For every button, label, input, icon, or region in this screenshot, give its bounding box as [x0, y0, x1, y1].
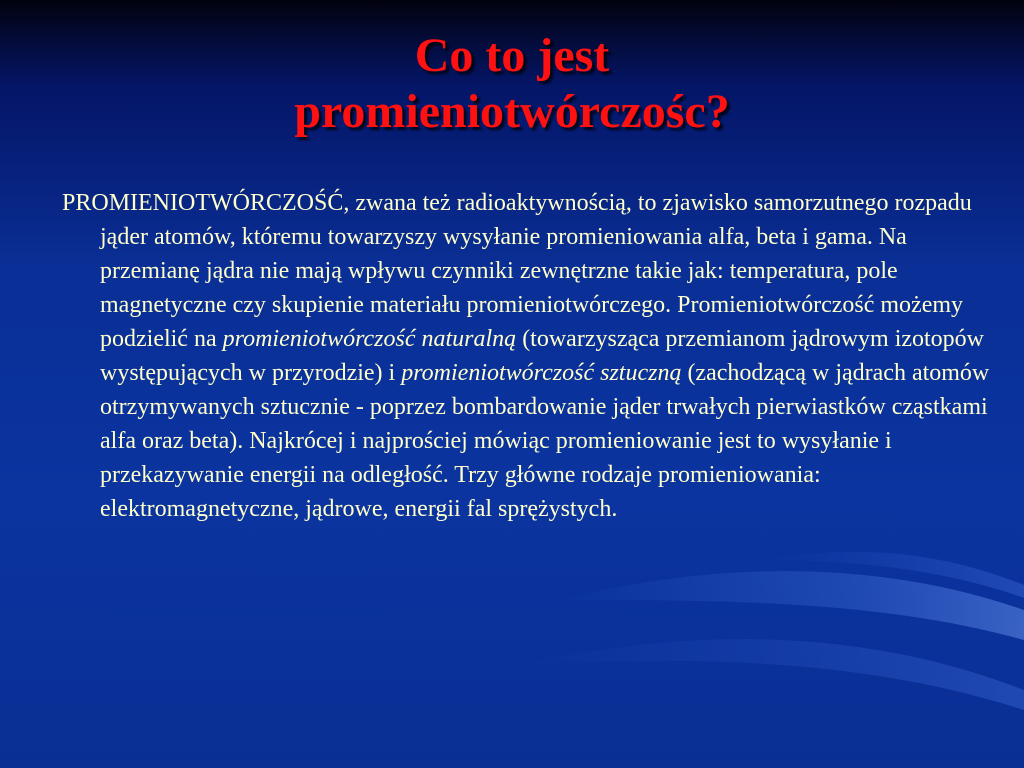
slide-title	[112, 28, 912, 140]
slide-body-paragraph	[62, 186, 1010, 526]
paragraph-italic-natural: promieniotwórczość naturalną	[222, 326, 517, 352]
slide-title-line-2: promieniotwórczośc?	[294, 85, 730, 138]
slide-title-line-1: Co to jest	[414, 29, 610, 82]
paragraph-text-part-3: (zachodzącą w jądrach atomów otrzymywanych sztucznie - poprzez bombardowanie jąder trwałych pierwiastków cząstkami alfa oraz beta). Najkrócej i najprościej mówiąc promieniowanie jest to wysyłanie i przekazywanie energii na odległość. Trzy główne rodzaje promieniowania: elektromagnetyczne, jądrowe, energii fal sprężystych.	[100, 360, 990, 522]
paragraph-text-part-1: PROMIENIOTWÓRCZOŚĆ, zwana też radioaktywnością, to zjawisko samorzutnego rozpadu jąder atomów, któremu towarzyszy wysyłanie promieniowania alfa, beta i gama. Na przemianę jądra nie mają wpływu czynniki zewnętrzne takie jak: temperatura, pole magnetyczne czy skupienie materiału promieniotwórczego. Promieniotwórczość możemy podzielić na	[62, 190, 972, 352]
paragraph-italic-artificial: promieniotwórczość sztuczną	[401, 360, 682, 386]
paragraph-text-part-2: (towarzysząca przemianom jądrowym izotopów występujących w przyrodzie) i	[100, 326, 985, 386]
